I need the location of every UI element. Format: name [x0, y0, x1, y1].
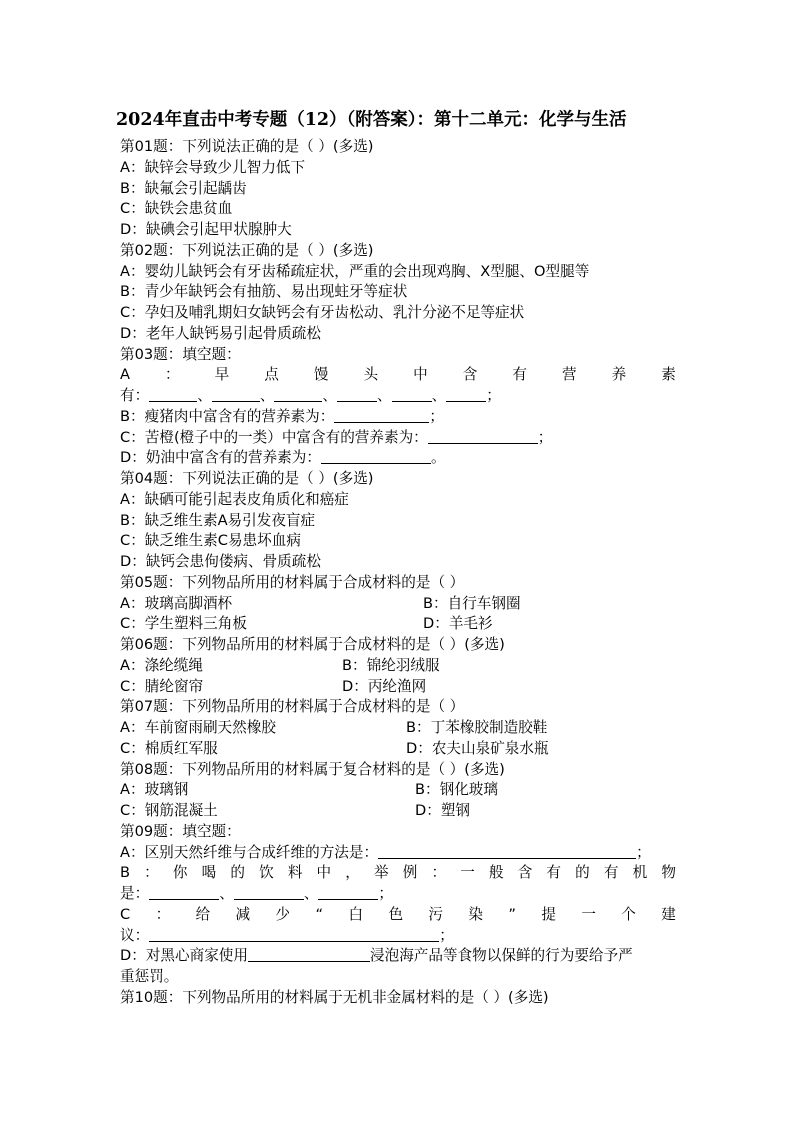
- answer-blank[interactable]: [321, 448, 431, 464]
- question-07-options-cd: [120, 739, 676, 760]
- question-06-option-c: C：腈纶窗帘: [120, 677, 204, 695]
- question-06-option-d: D：丙纶渔网: [342, 677, 427, 695]
- answer-blank[interactable]: [334, 407, 429, 423]
- question-04-option-b: B：缺乏维生素A易引发夜盲症: [120, 511, 316, 529]
- question-03-stem: 第03题：填空题：: [120, 345, 241, 363]
- question-01-option-d: D：缺碘会引起甲状腺肿大: [120, 221, 292, 238]
- question-list: [120, 137, 676, 1009]
- question-06-options-ab: [120, 656, 676, 677]
- answer-blank[interactable]: [149, 884, 219, 900]
- question-02-option-a: A：婴幼儿缺钙会有牙齿稀疏症状，严重的会出现鸡胸、X型腿、O型腿等: [120, 262, 590, 280]
- question-05-options-ab: [120, 594, 676, 615]
- answer-blank[interactable]: [234, 884, 304, 900]
- question-02-option-b: B：青少年缺钙会有抽筋、易出现蛀牙等症状: [120, 283, 408, 301]
- question-09-option-a: A：区别天然纤维与合成纤维的方法是： ；: [120, 843, 651, 861]
- question-07-options-ab: [120, 718, 676, 739]
- question-05-stem: 第05题：下列物品所用的材料属于合成材料的是（ ）: [120, 573, 465, 591]
- question-03-option-a-line1: A ： 早 点 馒 头 中 含 有 营 养 素: [120, 366, 676, 384]
- question-09-option-b-line2: 是： 、 、 ；: [120, 885, 394, 902]
- page-title: 2024年直击中考专题（12）（附答案）：第十二单元：化学与生活: [116, 110, 627, 130]
- question-08-options-cd: [120, 801, 676, 822]
- question-02-option-d: D：老年人缺钙易引起骨质疏松: [120, 324, 321, 342]
- answer-blank[interactable]: [212, 386, 260, 402]
- question-07-option-a: A：车前窗雨刷天然橡胶: [120, 719, 276, 736]
- question-05-options-cd: [120, 614, 676, 635]
- question-03-option-d: D：奶油中富含有的营养素为： 。: [120, 449, 446, 467]
- question-01-stem: 第01题：下列说法正确的是（ ）(多选): [120, 138, 374, 155]
- question-02-option-c: C：孕妇及哺乳期妇女缺钙会有牙齿松动、乳汁分泌不足等症状: [120, 304, 525, 321]
- question-07-option-d: D：农夫山泉矿泉水瓶: [406, 739, 549, 757]
- question-09-option-d-line2: 重惩罚。: [120, 968, 179, 985]
- answer-blank[interactable]: [428, 428, 538, 444]
- question-06-option-b: B：锦纶羽绒服: [342, 656, 440, 674]
- question-08-option-a: A：玻璃钢: [120, 781, 189, 799]
- answer-blank[interactable]: [337, 386, 377, 402]
- question-08-option-d: D：塑钢: [415, 802, 471, 819]
- question-09-stem: 第09题：填空题：: [120, 822, 241, 840]
- question-09-option-d-line1: D：对黑心商家使用 浸泡海产品等食物以保鲜的行为要给予严: [120, 947, 633, 965]
- question-10-stem: 第10题：下列物品所用的材料属于无机非金属材料的是（ ）(多选): [120, 988, 549, 1006]
- question-06-option-a: A：涤纶缆绳: [120, 656, 203, 674]
- question-09-option-c-line2: 议： ；: [120, 926, 454, 944]
- question-04-option-a: A：缺硒可能引起表皮角质化和癌症: [120, 490, 349, 508]
- answer-blank[interactable]: [446, 386, 486, 402]
- question-02-stem: 第02题：下列说法正确的是（ ）(多选): [120, 241, 374, 259]
- answer-blank[interactable]: [392, 386, 432, 402]
- question-08-stem: 第08题：下列物品所用的材料属于复合材料的是（ ）(多选): [120, 760, 505, 778]
- answer-blank[interactable]: [274, 386, 322, 402]
- question-05-option-b: B：自行车钢圈: [423, 594, 521, 612]
- question-04-stem: 第04题：下列说法正确的是（ ）(多选): [120, 470, 374, 487]
- question-04-option-d: D：缺钙会患佝偻病、骨质疏松: [120, 553, 321, 570]
- question-06-stem: 第06题：下列物品所用的材料属于合成材料的是（ ）(多选): [120, 636, 505, 653]
- question-01-option-a: A：缺锌会导致少儿智力低下: [120, 158, 306, 176]
- question-05-option-a: A：玻璃高脚酒杯: [120, 594, 233, 612]
- question-09-option-b-line1: B ： 你 喝 的 饮 料 中 ， 举 例 ： 一 般 含 有 的 有 机 物: [120, 864, 676, 882]
- question-01-option-c: C：缺铁会患贫血: [120, 200, 233, 218]
- question-03-option-c: C：苦橙(橙子中的一类）中富含有的营养素为： ；: [120, 428, 553, 446]
- question-08-options-ab: [120, 780, 676, 801]
- answer-blank[interactable]: [149, 386, 197, 402]
- question-05-option-d: D：羊毛衫: [423, 615, 493, 633]
- question-07-stem: 第07题：下列物品所用的材料属于合成材料的是（ ）: [120, 698, 465, 716]
- question-07-option-c: C：棉质红军服: [120, 739, 218, 757]
- question-07-option-b: B：丁苯橡胶制造胶鞋: [406, 719, 548, 736]
- answer-blank[interactable]: [149, 926, 439, 942]
- question-01-option-b: B：缺氟会引起龋齿: [120, 179, 247, 197]
- answer-blank[interactable]: [318, 884, 378, 900]
- question-09-option-c-line1: C ： 给 减 少 “ 白 色 污 染 ” 提 一 个 建: [120, 905, 676, 923]
- answer-blank[interactable]: [248, 946, 370, 962]
- question-05-option-c: C：学生塑料三角板: [120, 615, 247, 633]
- question-06-options-cd: [120, 677, 676, 698]
- question-08-option-b: B：钢化玻璃: [415, 781, 498, 799]
- answer-blank[interactable]: [378, 843, 636, 859]
- question-03-option-a-line2: 有： 、 、 、 、 、 ；: [120, 387, 501, 404]
- question-08-option-c: C：钢筋混凝土: [120, 802, 218, 819]
- question-04-option-c: C：缺乏维生素C易患坏血病: [120, 532, 301, 550]
- question-03-option-b: B：瘦猪肉中富含有的营养素为： ；: [120, 407, 444, 425]
